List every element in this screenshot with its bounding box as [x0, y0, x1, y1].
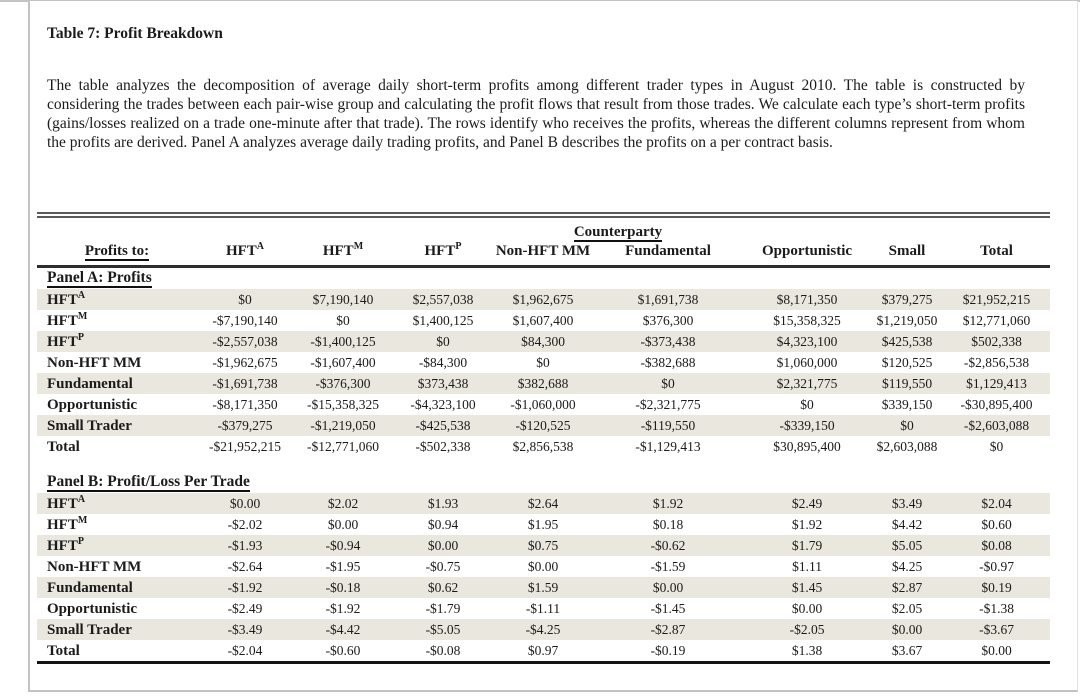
profit-breakdown-table	[37, 212, 1050, 664]
header-spacer-right	[743, 215, 1050, 241]
value-cell: $0	[536, 354, 550, 370]
col-label: HFT	[424, 243, 456, 259]
value-cell: $2,856,538	[512, 438, 574, 454]
value-cell: $1,060,000	[776, 354, 838, 370]
value-cell: $0.00	[791, 600, 823, 616]
value-cell: $1,962,675	[512, 291, 574, 307]
value-cell: -$376,300	[315, 375, 371, 391]
value-cell: -$2.02	[227, 516, 263, 532]
value-cell: -$30,895,400	[960, 396, 1033, 412]
value-cell: -$3.49	[227, 621, 263, 637]
table-row	[37, 577, 1050, 598]
value-cell: $0.00	[527, 558, 559, 574]
value-cell: $2,603,088	[876, 438, 938, 454]
value-cell: -$21,952,215	[209, 438, 281, 454]
value-cell: -$1.45	[650, 600, 686, 616]
panel-heading-row	[37, 457, 1050, 493]
value-cell: $12,771,060	[962, 312, 1031, 328]
value-cell: $1.11	[792, 558, 822, 574]
value-cell: -$379,275	[217, 417, 273, 433]
value-cell: $1.95	[527, 516, 559, 532]
col-sup: A	[256, 241, 265, 252]
value-cell: $1,400,125	[412, 312, 474, 328]
table-row	[37, 493, 1050, 514]
value-cell: $15,358,325	[773, 312, 841, 328]
value-cell: $3.49	[891, 495, 923, 511]
value-cell: -$1.92	[227, 579, 263, 595]
value-cell: -$1.92	[325, 600, 361, 616]
value-cell: -$0.08	[425, 642, 461, 658]
value-cell: $0.00	[891, 621, 923, 637]
value-cell: $0	[238, 291, 252, 307]
value-cell: -$2.04	[227, 642, 263, 658]
value-cell: $0.62	[427, 579, 459, 595]
value-cell: $1.59	[527, 579, 559, 595]
value-cell: -$3.67	[979, 621, 1014, 637]
paper-page	[28, 1, 1078, 692]
value-cell: $0	[800, 396, 814, 412]
value-cell: -$2,557,038	[212, 333, 278, 349]
value-cell: $0	[661, 375, 675, 391]
value-cell: -$2.87	[650, 621, 686, 637]
value-cell: -$120,525	[515, 417, 571, 433]
value-cell: -$2,321,775	[635, 396, 701, 412]
value-cell: -$1.38	[979, 600, 1014, 616]
value-cell: -$2.49	[227, 600, 263, 616]
value-cell: $0.00	[427, 537, 459, 553]
column-header-nonhft-mm	[493, 241, 593, 267]
value-cell: $0.08	[981, 537, 1012, 553]
value-cell: $382,688	[517, 375, 569, 391]
value-cell: -$1.93	[227, 537, 263, 553]
value-cell: -$4.25	[525, 621, 561, 637]
column-header-hftp	[393, 241, 493, 267]
col-label: Fundamental	[625, 243, 711, 259]
col-label: HFT	[322, 243, 354, 259]
value-cell: -$8,171,350	[212, 396, 278, 412]
table-row	[37, 373, 1050, 394]
value-cell: -$2.05	[789, 621, 825, 637]
row-label: $HFT^A$	[47, 493, 86, 512]
value-cell: $30,895,400	[773, 438, 841, 454]
value-cell: $2.05	[891, 600, 923, 616]
value-cell: -$382,688	[640, 354, 696, 370]
col-sup: P	[455, 241, 462, 252]
row-label: $HFT^M$	[47, 310, 88, 329]
row-label-sup: M	[77, 310, 88, 322]
value-cell: $2,557,038	[412, 291, 474, 307]
value-cell: -$1,962,675	[212, 354, 278, 370]
value-cell: $0	[436, 333, 450, 349]
col-label: Total	[980, 243, 1013, 259]
value-cell: -$1.59	[650, 558, 686, 574]
value-cell: $2.87	[891, 579, 923, 595]
value-cell: $0.94	[427, 516, 459, 532]
value-cell: $0.00	[652, 579, 684, 595]
row-label: Opportunistic	[47, 600, 138, 617]
value-cell: -$339,150	[779, 417, 835, 433]
value-cell: -$1,060,000	[510, 396, 576, 412]
value-cell: $4.42	[891, 516, 923, 532]
value-cell: -$12,771,060	[307, 438, 379, 454]
row-label: Small Trader	[47, 417, 132, 434]
value-cell: -$15,358,325	[307, 396, 379, 412]
row-label: Total	[47, 642, 80, 659]
profits-to-cell	[37, 241, 197, 267]
table-row	[37, 514, 1050, 535]
value-cell: -$1,129,413	[635, 438, 701, 454]
value-cell: $425,538	[881, 333, 933, 349]
value-cell: $0.00	[981, 642, 1012, 658]
value-cell: $0.18	[652, 516, 684, 532]
value-cell: $3.67	[891, 642, 923, 658]
row-label: Opportunistic	[47, 396, 138, 413]
value-cell: $120,525	[881, 354, 933, 370]
value-cell: $2.49	[791, 495, 823, 511]
value-cell: -$1,607,400	[310, 354, 376, 370]
counterparty-row	[37, 215, 1050, 241]
value-cell: -$1,691,738	[212, 375, 278, 391]
value-cell: $8,171,350	[776, 291, 838, 307]
column-header-hfta	[197, 241, 293, 267]
value-cell: $2.04	[981, 495, 1012, 511]
header-spacer-left	[37, 215, 493, 241]
column-header-hftm	[293, 241, 393, 267]
counterparty-cell	[493, 215, 743, 241]
table-header	[37, 215, 1050, 267]
value-cell: -$425,538	[415, 417, 471, 433]
table-row	[37, 619, 1050, 640]
row-label-sup: P	[77, 535, 84, 547]
table-row	[37, 394, 1050, 415]
row-label-sup: P	[77, 331, 84, 343]
panel-title: Panel B: Profit/Loss Per Trade	[37, 457, 1050, 493]
value-cell: $1.92	[791, 516, 823, 532]
value-cell: $1.38	[791, 642, 823, 658]
value-cell: -$1.95	[325, 558, 361, 574]
value-cell: $2.02	[327, 495, 359, 511]
value-cell: -$2,603,088	[963, 417, 1030, 433]
panel-b-body	[37, 457, 1050, 663]
col-label: Non-HFT MM	[495, 243, 591, 259]
value-cell: $0.75	[527, 537, 559, 553]
table-row	[37, 535, 1050, 556]
panel-title: Panel A: Profits	[37, 267, 1050, 290]
row-label-sup: M	[77, 514, 88, 526]
value-cell: $379,275	[881, 291, 933, 307]
table-row	[37, 640, 1050, 663]
col-label: Opportunistic	[762, 243, 853, 259]
value-cell: $0.19	[981, 579, 1012, 595]
value-cell: -$119,550	[640, 417, 696, 433]
value-cell: $376,300	[642, 312, 694, 328]
col-label: HFT	[225, 243, 257, 259]
value-cell: $0.00	[229, 495, 261, 511]
row-label: Fundamental	[47, 375, 133, 392]
panel-heading-row	[37, 267, 1050, 290]
value-cell: -$4,323,100	[410, 396, 476, 412]
value-cell: -$373,438	[640, 333, 696, 349]
value-cell: -$4.42	[325, 621, 361, 637]
value-cell: $4,323,100	[776, 333, 838, 349]
col-label: Small	[888, 243, 926, 259]
value-cell: -$7,190,140	[212, 312, 278, 328]
table-title: Table 7: Profit Breakdown	[47, 25, 223, 42]
panel-a-body	[37, 267, 1050, 458]
value-cell: $0	[989, 438, 1004, 454]
value-cell: -$0.18	[325, 579, 361, 595]
value-cell: -$84,300	[418, 354, 468, 370]
value-cell: $1.93	[427, 495, 459, 511]
value-cell: -$0.62	[650, 537, 686, 553]
value-cell: -$1,400,125	[310, 333, 376, 349]
row-label: $HFT^A$	[47, 289, 86, 308]
column-header-opportunistic	[743, 241, 871, 267]
row-label: Non-HFT MM	[47, 354, 142, 371]
column-header-row	[37, 241, 1050, 267]
value-cell: $373,438	[417, 375, 469, 391]
value-cell: $2.64	[527, 495, 559, 511]
counterparty-label: Counterparty	[573, 224, 663, 240]
value-cell: $1.79	[791, 537, 823, 553]
value-cell: $0.97	[527, 642, 559, 658]
value-cell: $119,550	[881, 375, 933, 391]
value-cell: $7,190,140	[312, 291, 374, 307]
profits-to-label: Profits to:	[84, 243, 150, 259]
value-cell: $0	[900, 417, 914, 433]
value-cell: -$0.60	[325, 642, 361, 658]
row-label: $HFT^P$	[47, 535, 84, 554]
row-label: Non-HFT MM	[47, 558, 142, 575]
value-cell: $1,219,050	[876, 312, 938, 328]
table-caption: The table analyzes the decomposition of average daily short-term profits among different trader types in August 2010. The table is constructed by considering the trades between each pair-wise group and calculating the profit flows that result from those trades. We calculate each type’s short-term profits (gains/losses realized on a trade one-minute after that trade). The rows identify who receives the profits, whereas the different columns represent from whom the profits are derived. Panel A analyzes average daily trading profits, and Panel B describes the profits on a per contract basis.	[47, 76, 1025, 152]
value-cell: $502,338	[971, 333, 1022, 349]
row-label: $HFT^P$	[47, 331, 84, 350]
table-row	[37, 598, 1050, 619]
column-header-total	[943, 241, 1050, 267]
table-row	[37, 289, 1050, 310]
value-cell: -$2,856,538	[963, 354, 1030, 370]
value-cell: $84,300	[521, 333, 565, 349]
value-cell: -$0.19	[650, 642, 686, 658]
table-row	[37, 415, 1050, 436]
row-label: Total	[47, 438, 80, 455]
value-cell: $1.45	[791, 579, 823, 595]
value-cell: -$502,338	[415, 438, 471, 454]
value-cell: -$1,219,050	[310, 417, 376, 433]
value-cell: -$1.79	[425, 600, 461, 616]
table-row	[37, 436, 1050, 457]
column-header-fundamental	[593, 241, 743, 267]
value-cell: $0	[336, 312, 350, 328]
value-cell: $0.60	[981, 516, 1012, 532]
col-sup: M	[353, 241, 364, 252]
value-cell: -$0.94	[325, 537, 361, 553]
table-row	[37, 556, 1050, 577]
value-cell: -$1.11	[525, 600, 561, 616]
table-row	[37, 352, 1050, 373]
row-label: Fundamental	[47, 579, 133, 596]
value-cell: $5.05	[891, 537, 923, 553]
value-cell: -$0.97	[979, 558, 1014, 574]
table-row	[37, 331, 1050, 352]
value-cell: $0.00	[327, 516, 359, 532]
value-cell: -$2.64	[227, 558, 263, 574]
value-cell: $1,129,413	[966, 375, 1027, 391]
value-cell: $1,691,738	[637, 291, 699, 307]
row-label-sup: A	[77, 289, 86, 301]
table-row	[37, 310, 1050, 331]
value-cell: $21,952,215	[962, 291, 1031, 307]
value-cell: $1.92	[652, 495, 684, 511]
value-cell: $339,150	[881, 396, 933, 412]
value-cell: -$0.75	[425, 558, 461, 574]
value-cell: $1,607,400	[512, 312, 574, 328]
row-label: Small Trader	[47, 621, 132, 638]
value-cell: -$5.05	[425, 621, 461, 637]
value-cell: $4.25	[891, 558, 923, 574]
row-label-sup: A	[77, 493, 86, 505]
column-header-small	[871, 241, 943, 267]
value-cell: $2,321,775	[776, 375, 838, 391]
row-label: $HFT^M$	[47, 514, 88, 533]
